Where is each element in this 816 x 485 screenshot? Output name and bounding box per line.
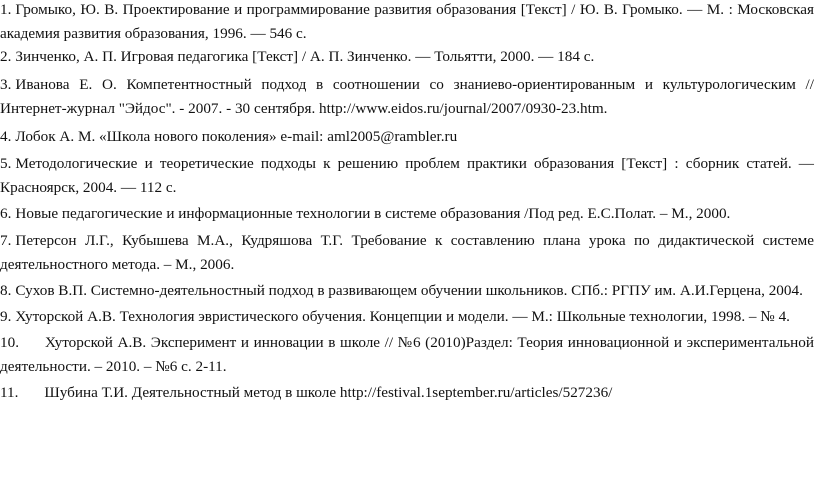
reference-text: Хуторской А.В. Технология эвристического обучения. Концепции и модели. — М.: Школьные технологии, 1998. – № 4. (15, 308, 790, 325)
reference-text: Зинченко, А. П. Игровая педагогика [Текст] / А. П. Зинченко. — Тольятти, 2000. — 184 с. (15, 48, 595, 65)
reference-item-11 (0, 381, 814, 405)
reference-item-8 (0, 279, 814, 303)
reference-item-5 (0, 152, 814, 199)
reference-text: Громыко, Ю. В. Проектирование и программирование развития образования [Текст] / Ю. В. Громыко. — М. : Московская академия развития образования, 1996. — 546 с. (0, 1, 814, 42)
reference-text: Петерсон Л.Г., Кубышева М.А., Кудряшова Т.Г. Требование к составлению плана урока по дидактической системе деятельностного метода. – М., 2006. (0, 232, 814, 273)
reference-number: 11. (0, 384, 19, 401)
reference-item-3 (0, 73, 814, 120)
reference-number: 5. (0, 155, 12, 172)
reference-number: 2. (0, 48, 12, 65)
reference-number: 3. (0, 76, 12, 93)
reference-number: 9. (0, 308, 12, 325)
reference-item-9 (0, 305, 814, 329)
reference-number: 6. (0, 205, 12, 222)
reference-number: 1. (0, 1, 12, 18)
reference-item-7 (0, 229, 814, 276)
reference-item-1 (0, 0, 814, 45)
reference-item-4 (0, 125, 814, 149)
reference-text: Шубина Т.И. Деятельностный метод в школе http://festival.1september.ru/articles/527236/ (44, 384, 613, 401)
reference-number: 8. (0, 282, 12, 299)
reference-number: 10. (0, 334, 19, 351)
reference-text: Сухов В.П. Системно-деятельностный подход в развивающем обучении школьников. СПб.: РГПУ им. А.И.Герцена, 2004. (15, 282, 803, 299)
reference-text: Иванова Е. О. Компетентностный подход в соотношении со знаниево-ориентированным и культурологическим // Интернет-журнал "Эйдос". - 2007. - 30 сентября. http://www.eidos.ru/journal/2007/0930-23.htm. (0, 76, 814, 117)
reference-text: Хуторской А.В. Эксперимент и инновации в школе // №6 (2010)Раздел: Теория инновационной и экспериментальной деятельности. – 2010. – №6 с. 2-11. (0, 334, 814, 375)
reference-number: 7. (0, 232, 12, 249)
reference-text: Методологические и теоретические подходы к решению проблем практики образования [Текст] : сборник статей. — Красноярск, 2004. — 112 с. (0, 155, 814, 196)
reference-item-6 (0, 202, 814, 226)
reference-item-2 (0, 45, 814, 69)
reference-text: Новые педагогические и информационные технологии в системе образования /Под ред. Е.С.Полат. – М., 2000. (15, 205, 731, 222)
reference-number: 4. (0, 128, 12, 145)
reference-item-10 (0, 331, 814, 378)
reference-text: Лобок А. М. «Школа нового поколения» e-mail: aml2005@rambler.ru (15, 128, 458, 145)
